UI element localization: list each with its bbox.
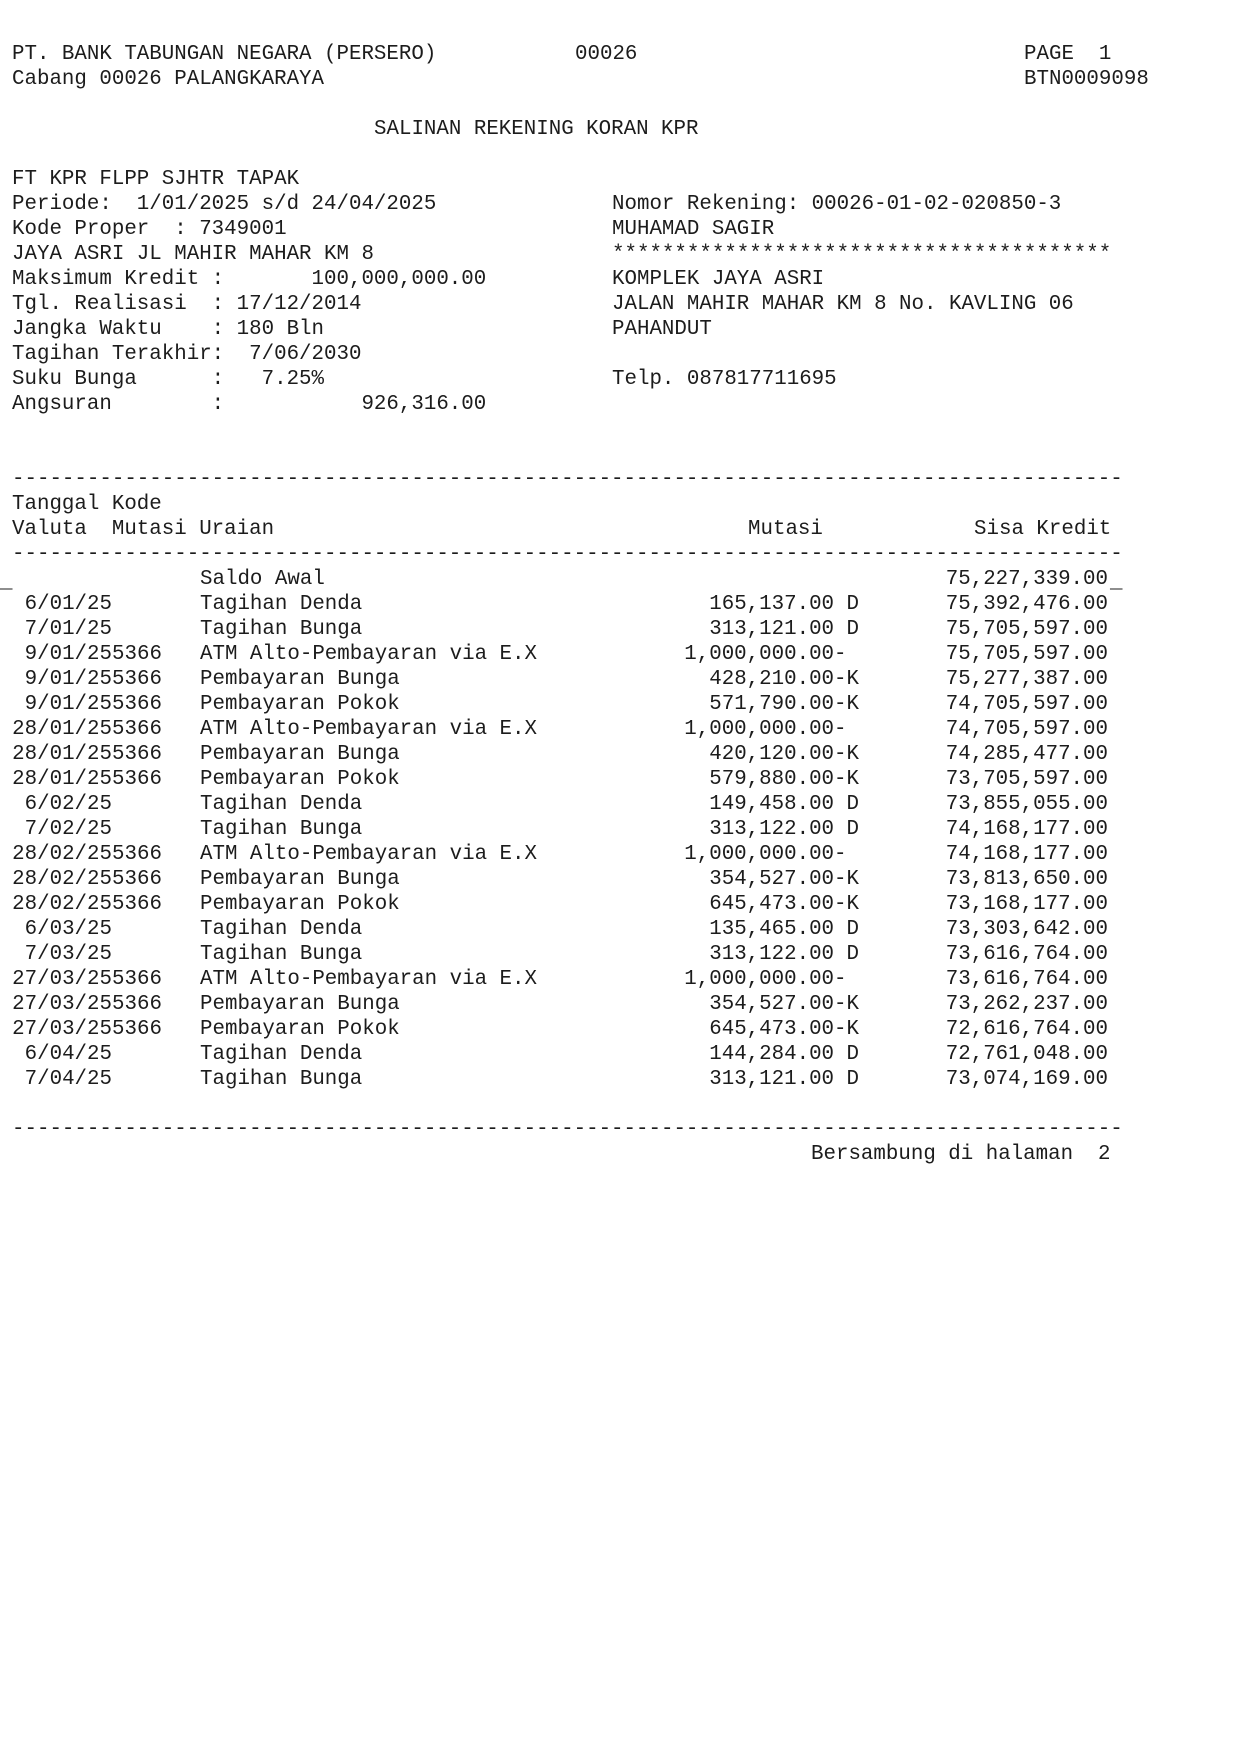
row-mutasi: 313,122.00 D bbox=[709, 943, 859, 966]
row-mutasi: 1,000,000.00- bbox=[684, 643, 859, 666]
location: JAYA ASRI JL MAHIR MAHAR KM 8 bbox=[12, 243, 374, 266]
row-description: Pembayaran Pokok bbox=[200, 1018, 400, 1041]
row-mutasi: 313,121.00 D bbox=[709, 618, 859, 641]
interest-rate: Suku Bunga : 7.25% bbox=[12, 368, 325, 391]
row-balance: 72,761,048.00 bbox=[945, 1043, 1108, 1066]
row-mutasi: 144,284.00 D bbox=[709, 1043, 859, 1066]
row-balance: 75,392,476.00 bbox=[945, 593, 1108, 616]
row-description: Pembayaran Bunga bbox=[200, 668, 400, 691]
period: Periode: 1/01/2025 s/d 24/04/2025 bbox=[12, 193, 437, 216]
row-date: 6/01/25 bbox=[24, 593, 112, 616]
row-balance: 74,168,177.00 bbox=[945, 818, 1108, 841]
address-line-2: JALAN MAHIR MAHAR KM 8 No. KAVLING 06 bbox=[612, 293, 1074, 316]
last-billing: Tagihan Terakhir: 7/06/2030 bbox=[12, 343, 362, 366]
row-description: Pembayaran Pokok bbox=[200, 693, 400, 716]
table-row bbox=[12, 1067, 1122, 1092]
row-code: 5366 bbox=[112, 743, 162, 766]
row-balance: 73,813,650.00 bbox=[945, 868, 1108, 891]
row-balance: 73,074,169.00 bbox=[945, 1068, 1108, 1091]
row-date: 28/01/25 bbox=[12, 768, 112, 791]
row-date: 27/03/25 bbox=[12, 993, 112, 1016]
row-code: 5366 bbox=[112, 843, 162, 866]
row-balance: 73,616,764.00 bbox=[945, 943, 1108, 966]
table-row bbox=[12, 867, 1122, 892]
row-code: 5366 bbox=[112, 693, 162, 716]
column-sisa-kredit: Sisa Kredit bbox=[974, 518, 1112, 541]
row-mutasi: 645,473.00-K bbox=[709, 893, 859, 916]
table-row bbox=[12, 692, 1122, 717]
row-date: 28/01/25 bbox=[12, 718, 112, 741]
row-mutasi: 313,121.00 D bbox=[709, 1068, 859, 1091]
row-code: 5366 bbox=[112, 668, 162, 691]
row-date: 7/04/25 bbox=[24, 1068, 112, 1091]
table-row bbox=[12, 1017, 1122, 1042]
table-row bbox=[12, 642, 1122, 667]
phone-number: Telp. 087817711695 bbox=[612, 368, 837, 391]
row-date: 28/01/25 bbox=[12, 743, 112, 766]
document-code: BTN0009098 bbox=[1024, 68, 1149, 91]
table-row bbox=[12, 742, 1122, 767]
row-description: ATM Alto-Pembayaran via E.X bbox=[200, 843, 537, 866]
row-balance: 75,705,597.00 bbox=[945, 643, 1108, 666]
row-mutasi: 645,473.00-K bbox=[709, 1018, 859, 1041]
row-balance: 73,705,597.00 bbox=[945, 768, 1108, 791]
branch-code: 00026 bbox=[575, 43, 638, 66]
document-title: SALINAN REKENING KORAN KPR bbox=[374, 118, 699, 141]
table-row bbox=[12, 992, 1122, 1017]
row-mutasi: 313,122.00 D bbox=[709, 818, 859, 841]
row-mutasi: 420,120.00-K bbox=[709, 743, 859, 766]
table-row bbox=[12, 767, 1122, 792]
row-description: ATM Alto-Pembayaran via E.X bbox=[200, 718, 537, 741]
row-date: 7/01/25 bbox=[24, 618, 112, 641]
row-date: 9/01/25 bbox=[24, 693, 112, 716]
row-mutasi: 1,000,000.00- bbox=[684, 843, 859, 866]
table-row bbox=[12, 942, 1122, 967]
row-date: 7/03/25 bbox=[24, 943, 112, 966]
row-date: 9/01/25 bbox=[24, 668, 112, 691]
customer-name: MUHAMAD SAGIR bbox=[612, 218, 775, 241]
kode-proper: Kode Proper : 7349001 bbox=[12, 218, 287, 241]
row-description: Tagihan Bunga bbox=[200, 1068, 363, 1091]
row-balance: 75,277,387.00 bbox=[945, 668, 1108, 691]
separator-bottom: ----------------------------------------------------------------------------------------- bbox=[12, 1118, 1123, 1141]
loan-term: Jangka Waktu : 180 Bln bbox=[12, 318, 325, 341]
row-description: ATM Alto-Pembayaran via E.X bbox=[200, 643, 537, 666]
row-description: Tagihan Denda bbox=[200, 593, 363, 616]
row-balance: 73,855,055.00 bbox=[945, 793, 1108, 816]
table-head-line-2: Valuta Mutasi Uraian bbox=[12, 518, 275, 541]
row-date: 28/02/25 bbox=[12, 843, 112, 866]
product-name: FT KPR FLPP SJHTR TAPAK bbox=[12, 168, 300, 191]
row-mutasi: 579,880.00-K bbox=[709, 768, 859, 791]
row-mutasi: 135,465.00 D bbox=[709, 918, 859, 941]
row-code: 5366 bbox=[112, 643, 162, 666]
row-balance: 73,262,237.00 bbox=[945, 993, 1108, 1016]
maximum-credit: Maksimum Kredit : 100,000,000.00 bbox=[12, 268, 487, 291]
table-row bbox=[12, 592, 1122, 617]
row-balance: 74,285,477.00 bbox=[945, 743, 1108, 766]
table-row bbox=[12, 792, 1122, 817]
installment: Angsuran : 926,316.00 bbox=[12, 393, 487, 416]
row-description: Tagihan Bunga bbox=[200, 818, 363, 841]
row-balance: 73,303,642.00 bbox=[945, 918, 1108, 941]
row-balance: 74,168,177.00 bbox=[945, 843, 1108, 866]
branch-name: Cabang 00026 PALANGKARAYA bbox=[12, 68, 325, 91]
row-description: Tagihan Denda bbox=[200, 793, 363, 816]
table-row bbox=[12, 617, 1122, 642]
row-description: Pembayaran Bunga bbox=[200, 743, 400, 766]
row-description: Pembayaran Bunga bbox=[200, 868, 400, 891]
row-description: Tagihan Bunga bbox=[200, 618, 363, 641]
row-description: Pembayaran Bunga bbox=[200, 993, 400, 1016]
bank-name: PT. BANK TABUNGAN NEGARA (PERSERO) bbox=[12, 43, 437, 66]
row-balance: 73,168,177.00 bbox=[945, 893, 1108, 916]
row-description: Tagihan Bunga bbox=[200, 943, 363, 966]
row-mutasi: 571,790.00-K bbox=[709, 693, 859, 716]
row-balance: 74,705,597.00 bbox=[945, 718, 1108, 741]
table-row bbox=[12, 667, 1122, 692]
row-mutasi: 1,000,000.00- bbox=[684, 718, 859, 741]
row-description: Pembayaran Pokok bbox=[200, 768, 400, 791]
table-row bbox=[12, 717, 1122, 742]
row-description: Saldo Awal bbox=[200, 568, 325, 591]
row-mutasi: 149,458.00 D bbox=[709, 793, 859, 816]
row-mutasi: 165,137.00 D bbox=[709, 593, 859, 616]
row-description: Pembayaran Pokok bbox=[200, 893, 400, 916]
row-balance: 74,705,597.00 bbox=[945, 693, 1108, 716]
row-code: 5366 bbox=[112, 1018, 162, 1041]
row-code: 5366 bbox=[112, 893, 162, 916]
row-balance: 75,705,597.00 bbox=[945, 618, 1108, 641]
row-date: 27/03/25 bbox=[12, 1018, 112, 1041]
right-marker: _ bbox=[1110, 571, 1123, 594]
row-balance: 72,616,764.00 bbox=[945, 1018, 1108, 1041]
row-description: ATM Alto-Pembayaran via E.X bbox=[200, 968, 537, 991]
row-description: Tagihan Denda bbox=[200, 1043, 363, 1066]
table-head-line-1: Tanggal Kode bbox=[12, 493, 162, 516]
table-row bbox=[12, 892, 1122, 917]
account-number: Nomor Rekening: 00026-01-02-020850-3 bbox=[612, 193, 1062, 216]
row-mutasi: 1,000,000.00- bbox=[684, 968, 859, 991]
table-row bbox=[12, 1042, 1122, 1067]
row-date: 9/01/25 bbox=[24, 643, 112, 666]
row-date: 6/03/25 bbox=[24, 918, 112, 941]
table-row bbox=[12, 842, 1122, 867]
row-mutasi: 354,527.00-K bbox=[709, 868, 859, 891]
table-row bbox=[12, 817, 1122, 842]
page-number: PAGE 1 bbox=[1024, 43, 1112, 66]
address-line-3: PAHANDUT bbox=[612, 318, 712, 341]
left-marker: _ bbox=[0, 571, 13, 594]
row-balance: 75,227,339.00 bbox=[945, 568, 1108, 591]
row-date: 7/02/25 bbox=[24, 818, 112, 841]
row-date: 28/02/25 bbox=[12, 893, 112, 916]
separator-head: ----------------------------------------------------------------------------------------- bbox=[12, 543, 1123, 566]
row-code: 5366 bbox=[112, 868, 162, 891]
row-date: 6/02/25 bbox=[24, 793, 112, 816]
row-code: 5366 bbox=[112, 768, 162, 791]
table-row bbox=[12, 967, 1122, 992]
row-mutasi: 428,210.00-K bbox=[709, 668, 859, 691]
table-row bbox=[12, 917, 1122, 942]
row-code: 5366 bbox=[112, 968, 162, 991]
continued-note: Bersambung di halaman 2 bbox=[811, 1143, 1111, 1166]
row-code: 5366 bbox=[112, 993, 162, 1016]
address-line-1: KOMPLEK JAYA ASRI bbox=[612, 268, 825, 291]
row-date: 27/03/25 bbox=[12, 968, 112, 991]
row-mutasi: 354,527.00-K bbox=[709, 993, 859, 1016]
row-date: 28/02/25 bbox=[12, 868, 112, 891]
realization-date: Tgl. Realisasi : 17/12/2014 bbox=[12, 293, 362, 316]
table-row bbox=[12, 567, 1122, 592]
masked-line: **************************************** bbox=[612, 243, 1112, 266]
column-mutasi: Mutasi bbox=[748, 518, 823, 541]
row-date: 6/04/25 bbox=[24, 1043, 112, 1066]
separator-top: ----------------------------------------------------------------------------------------- bbox=[12, 468, 1123, 491]
row-description: Tagihan Denda bbox=[200, 918, 363, 941]
row-code: 5366 bbox=[112, 718, 162, 741]
row-balance: 73,616,764.00 bbox=[945, 968, 1108, 991]
